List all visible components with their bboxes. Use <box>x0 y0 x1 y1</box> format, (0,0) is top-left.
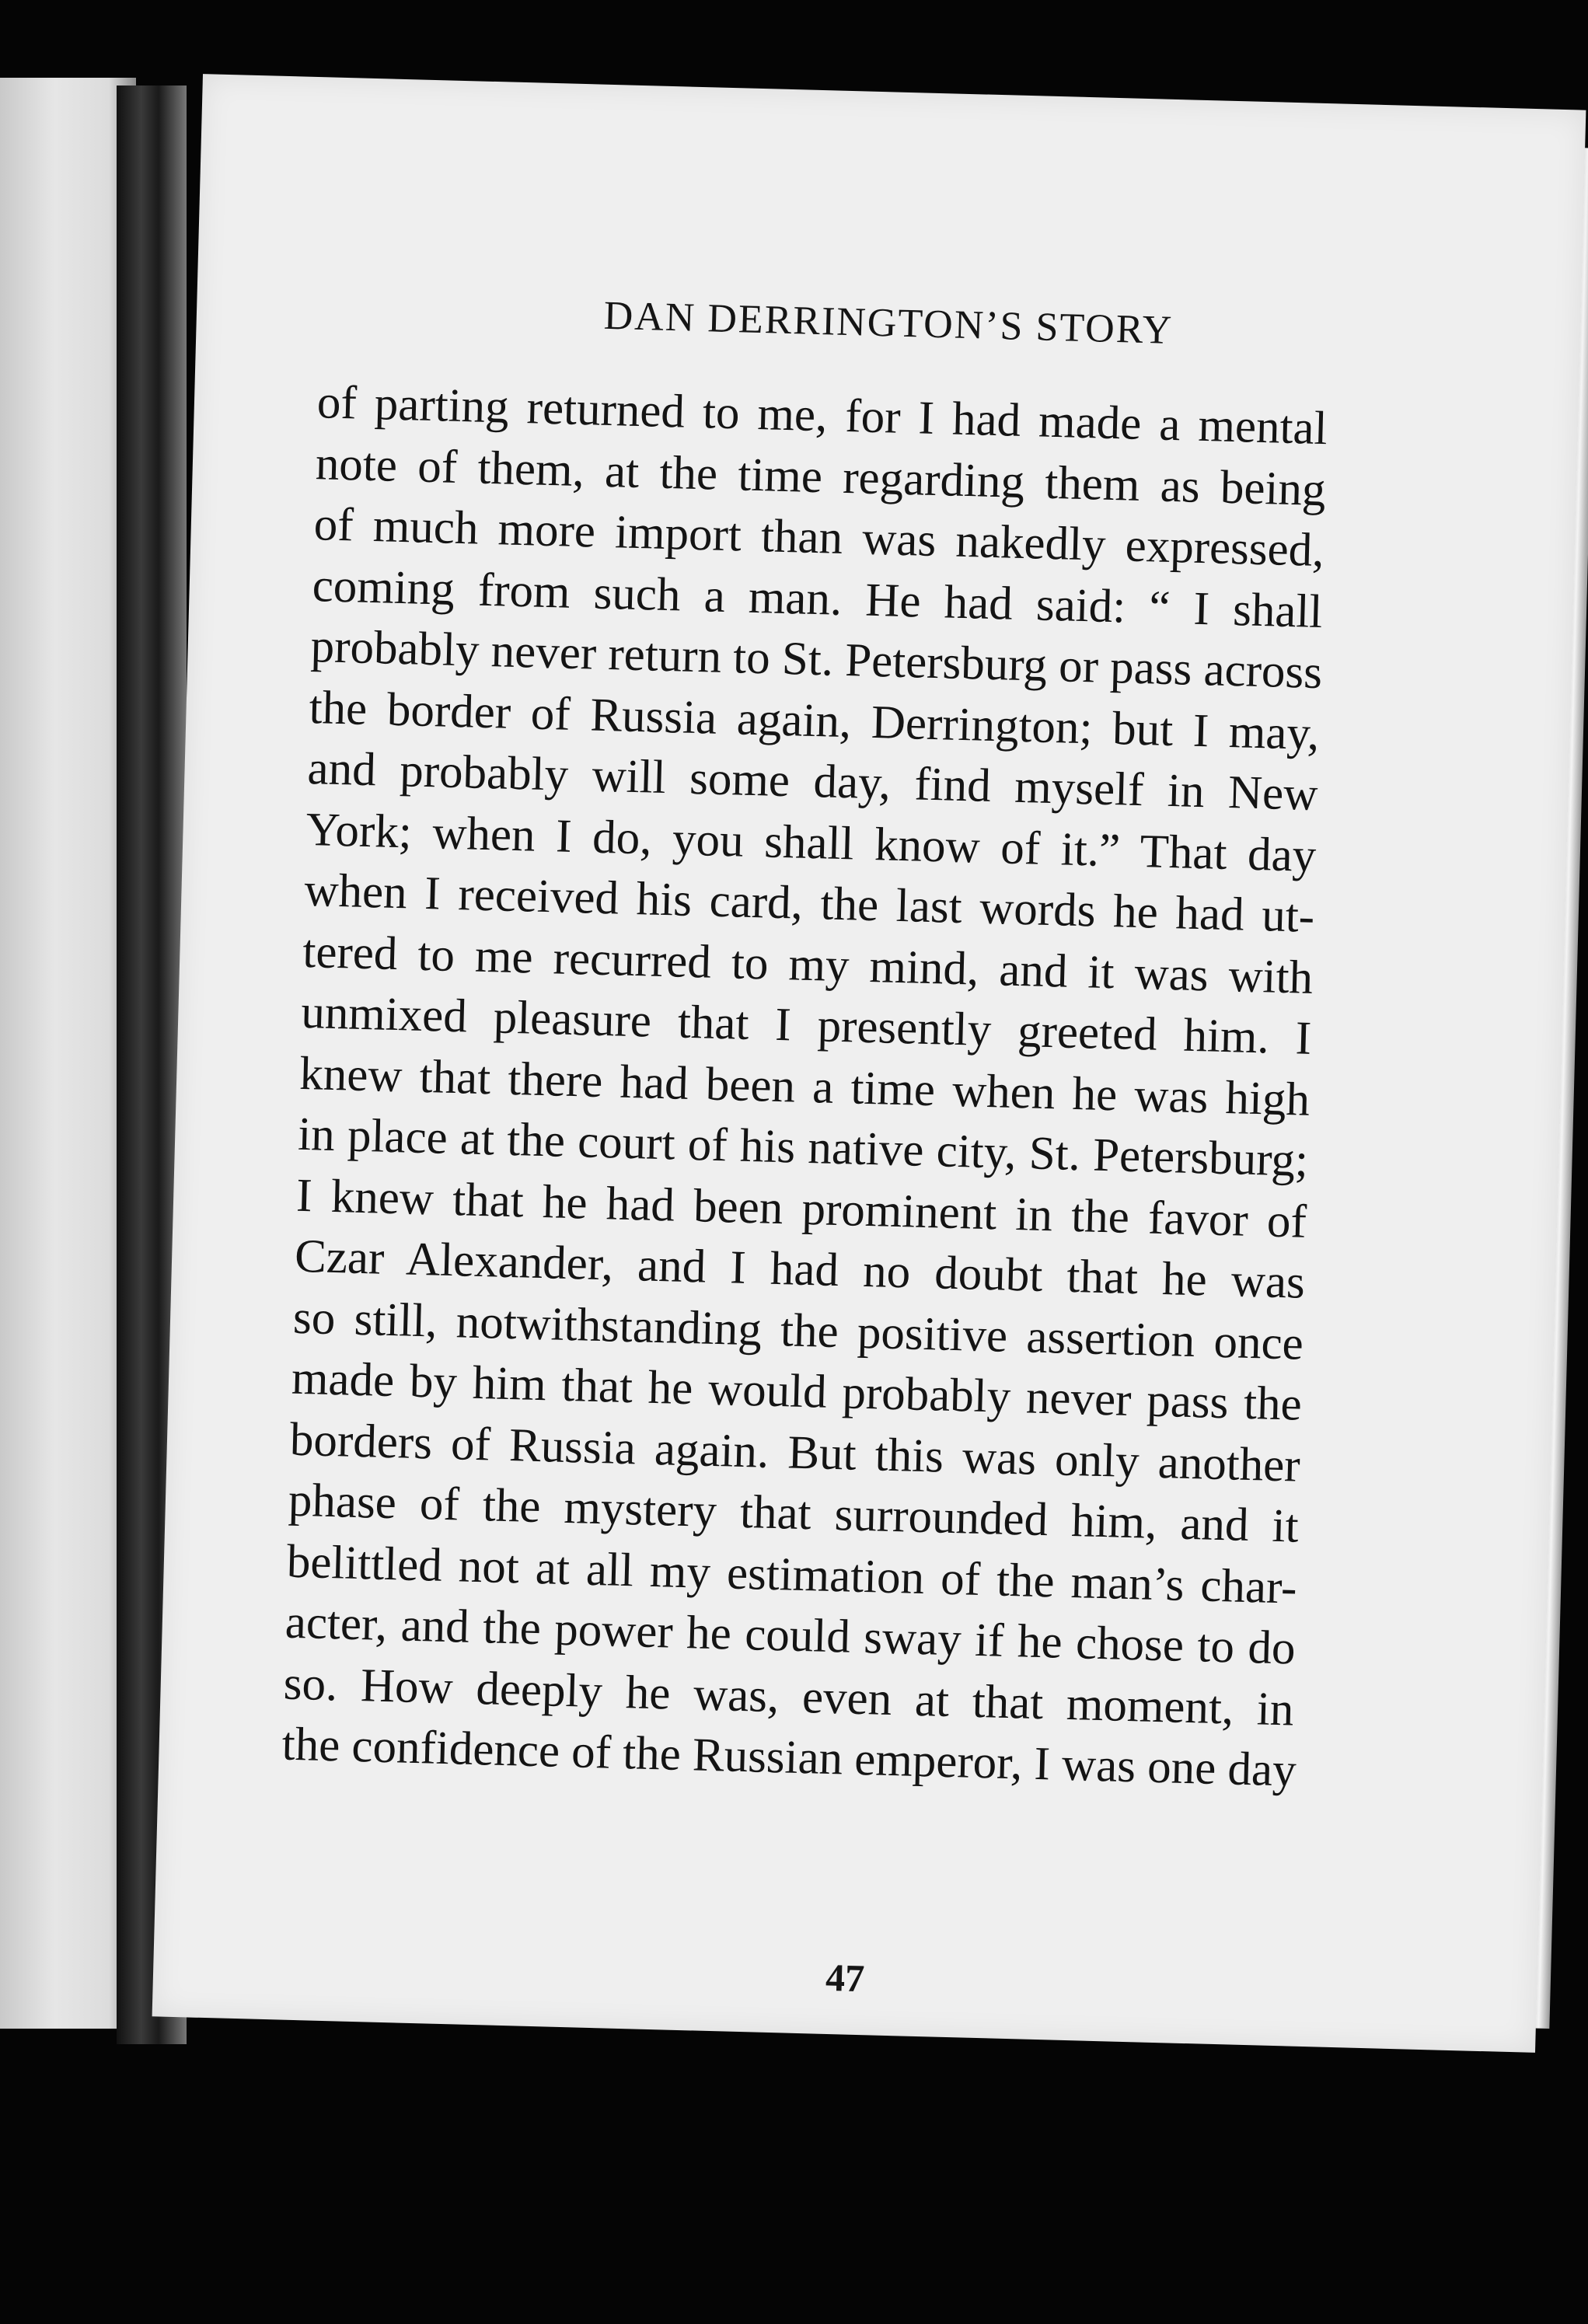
left-page-edge <box>0 78 136 2029</box>
text-line: borders of Russia again. But this was only another <box>289 1413 1301 1492</box>
text-line: I knew that he had been prominent in the favor of <box>295 1169 1307 1248</box>
body-text <box>281 372 1328 1802</box>
text-line: belittled not at all my estimation of the man’s char- <box>286 1535 1298 1614</box>
text-line: probably never return to St. Petersburg or pass across <box>309 620 1323 700</box>
running-head: DAN DERRINGTON’S STORY <box>603 293 1174 353</box>
text-line: made by him that he would probably never pass the <box>291 1352 1303 1431</box>
text-line: of much more import than was nakedly expressed, <box>313 498 1325 578</box>
text-line: note of them, at the time regarding them as being <box>315 437 1327 516</box>
text-line: so. How deeply he was, even at that moment, in <box>282 1657 1295 1736</box>
text-line: so still, notwithstanding the positive assertion once <box>292 1291 1304 1370</box>
text-line: phase of the mystery that surrounded him, and it <box>288 1474 1300 1553</box>
text-line: in place at the court of his native city, St. Petersburg; <box>297 1108 1309 1187</box>
text-line: when I received his card, the last words he had ut- <box>303 864 1316 943</box>
text-line: acter, and the power he could sway if he chose to do <box>284 1596 1297 1675</box>
book-page <box>152 74 1586 2053</box>
text-line: the border of Russia again, Derrington; but I may, <box>308 681 1321 760</box>
text-line: knew that there had been a time when he was high <box>298 1047 1311 1126</box>
text-line: the confidence of the Russian emperor, I was one day <box>281 1718 1297 1797</box>
text-line: of parting returned to me, for I had made a mental <box>316 376 1328 455</box>
text-line: tered to me recurred to my mind, and it was with <box>302 925 1314 1004</box>
text-line: Czar Alexander, and I had no doubt that he was <box>294 1230 1306 1309</box>
page-number: 47 <box>825 1955 865 2001</box>
text-line: and probably will some day, find myself in New <box>306 742 1319 821</box>
text-line: coming from such a man. He had said: “ I shall <box>311 559 1324 638</box>
text-line: unmixed pleasure that I presently greeted him. I <box>300 986 1312 1065</box>
text-line: York; when I do, you shall know of it.” That day <box>305 803 1318 882</box>
